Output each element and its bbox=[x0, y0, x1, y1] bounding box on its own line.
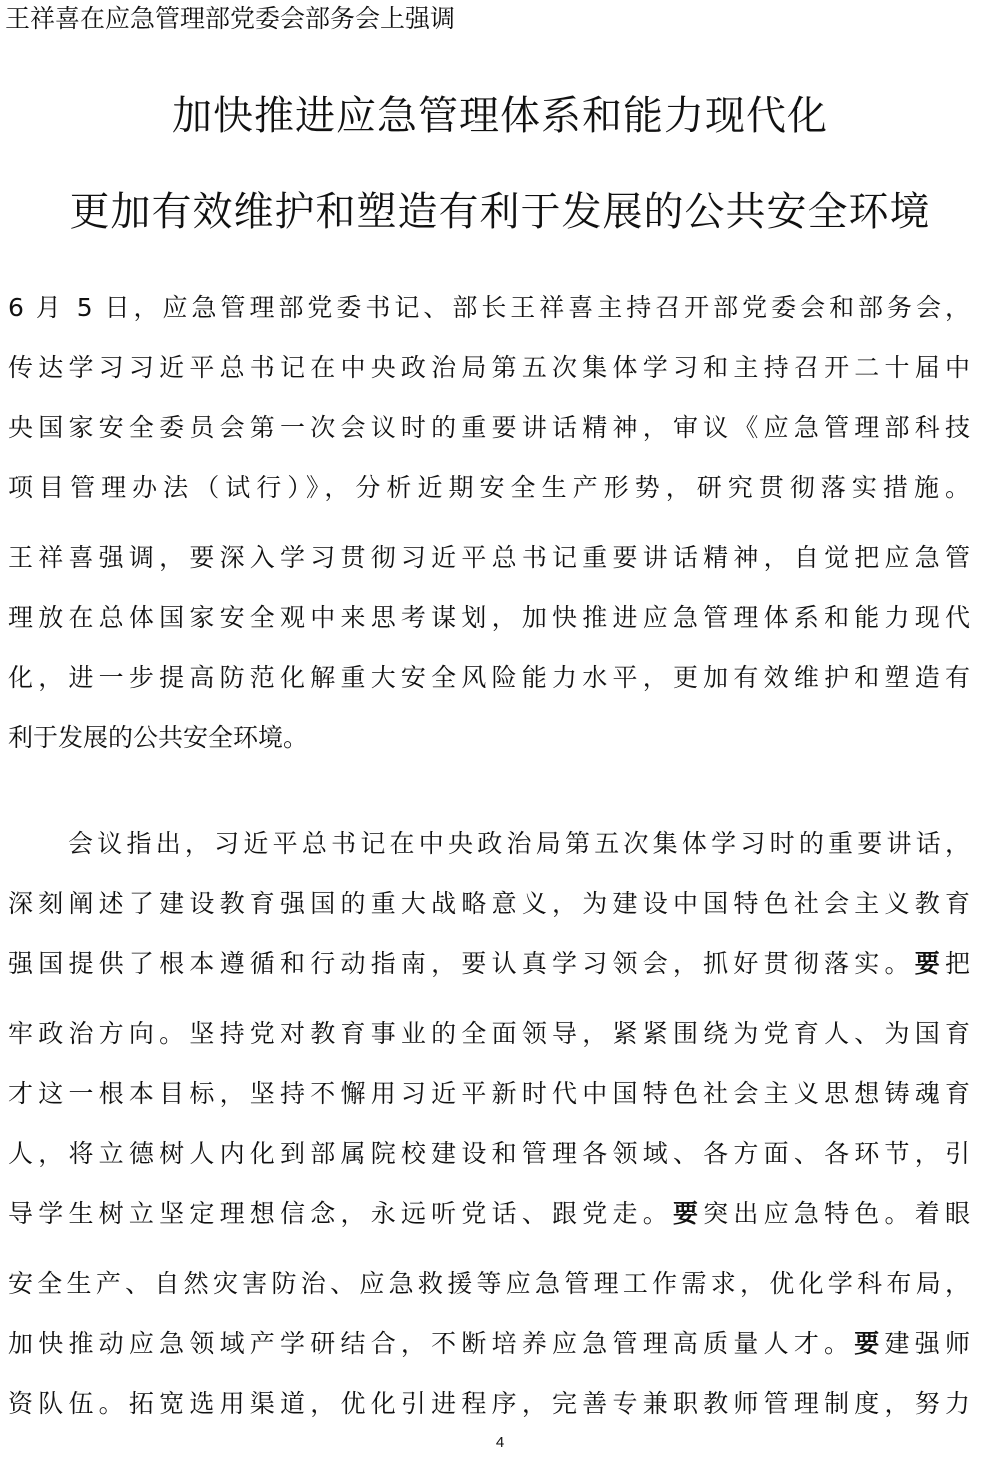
paragraph-line: 传达学习习近平总书记在中央政治局第五次集体学习和主持召开二十届中 bbox=[8, 353, 970, 382]
paragraph-line: 王祥喜强调，要深入学习贯彻习近平总书记重要讲话精神，自觉把应急管 bbox=[8, 543, 970, 572]
paragraph-line: 安全生产、自然灾害防治、应急救援等应急管理工作需求，优化学科布局， bbox=[8, 1269, 970, 1298]
line-text: 建强师 bbox=[884, 1329, 970, 1358]
paragraph-line: 才这一根本目标，坚持不懈用习近平新时代中国特色社会主义思想铸魂育 bbox=[8, 1079, 970, 1108]
paragraph-line: 项目管理办法（试行）》，分析近期安全生产形势，研究贯彻落实措施。 bbox=[8, 473, 970, 502]
title-line-2: 更加有效维护和塑造有利于发展的公共安全环境 bbox=[69, 189, 931, 235]
paragraph-line bbox=[8, 1326, 970, 1362]
title-line-1: 加快推进应急管理体系和能力现代化 bbox=[172, 93, 828, 139]
paragraph-line: 人，将立德树人内化到部属院校建设和管理各领域、各方面、各环节，引 bbox=[8, 1139, 970, 1168]
page-number: 4 bbox=[495, 1434, 505, 1451]
line-text: 加快推动应急领域产学研结合，不断培养应急管理高质量人才。 bbox=[8, 1329, 855, 1358]
paragraph-line: 央国家安全委员会第一次会议时的重要讲话精神，审议《应急管理部科技 bbox=[8, 413, 970, 442]
paragraph-line: 理放在总体国家安全观中来思考谋划，加快推进应急管理体系和能力现代 bbox=[8, 603, 970, 632]
paragraph-line: 会议指出，习近平总书记在中央政治局第五次集体学习时的重要讲话， bbox=[68, 829, 970, 858]
line-text: 导学生树立坚定理想信念，永远听党话、跟党走。 bbox=[8, 1199, 673, 1228]
paragraph-line: 化，进一步提高防范化解重大安全风险能力水平，更加有效维护和塑造有 bbox=[8, 663, 970, 692]
paragraph-line bbox=[8, 946, 970, 982]
paragraph-line: 6 月 5 日，应急管理部党委书记、部长王祥喜主持召开部党委会和部务会， bbox=[8, 293, 970, 322]
paragraph-line: 深刻阐述了建设教育强国的重大战略意义，为建设中国特色社会主义教育 bbox=[8, 889, 970, 918]
paragraph-line: 利于发展的公共安全环境。 bbox=[8, 723, 309, 752]
emphasis-yao: 要 bbox=[854, 1329, 885, 1358]
paragraph-line: 牢政治方向。坚持党对教育事业的全面领导，紧紧围绕为党育人、为国育 bbox=[8, 1019, 970, 1048]
line-text: 把 bbox=[944, 949, 970, 978]
subheading: 王祥喜在应急管理部党委会部务会上强调 bbox=[5, 4, 456, 33]
emphasis-yao: 要 bbox=[672, 1199, 704, 1228]
line-text: 强国提供了根本遵循和行动指南，要认真学习领会，抓好贯彻落实。 bbox=[8, 949, 915, 978]
paragraph-line: 资队伍。拓宽选用渠道，优化引进程序，完善专兼职教师管理制度，努力 bbox=[8, 1389, 970, 1418]
emphasis-yao: 要 bbox=[914, 949, 945, 978]
line-text: 突出应急特色。着眼 bbox=[703, 1199, 970, 1228]
paragraph-line bbox=[8, 1196, 970, 1232]
